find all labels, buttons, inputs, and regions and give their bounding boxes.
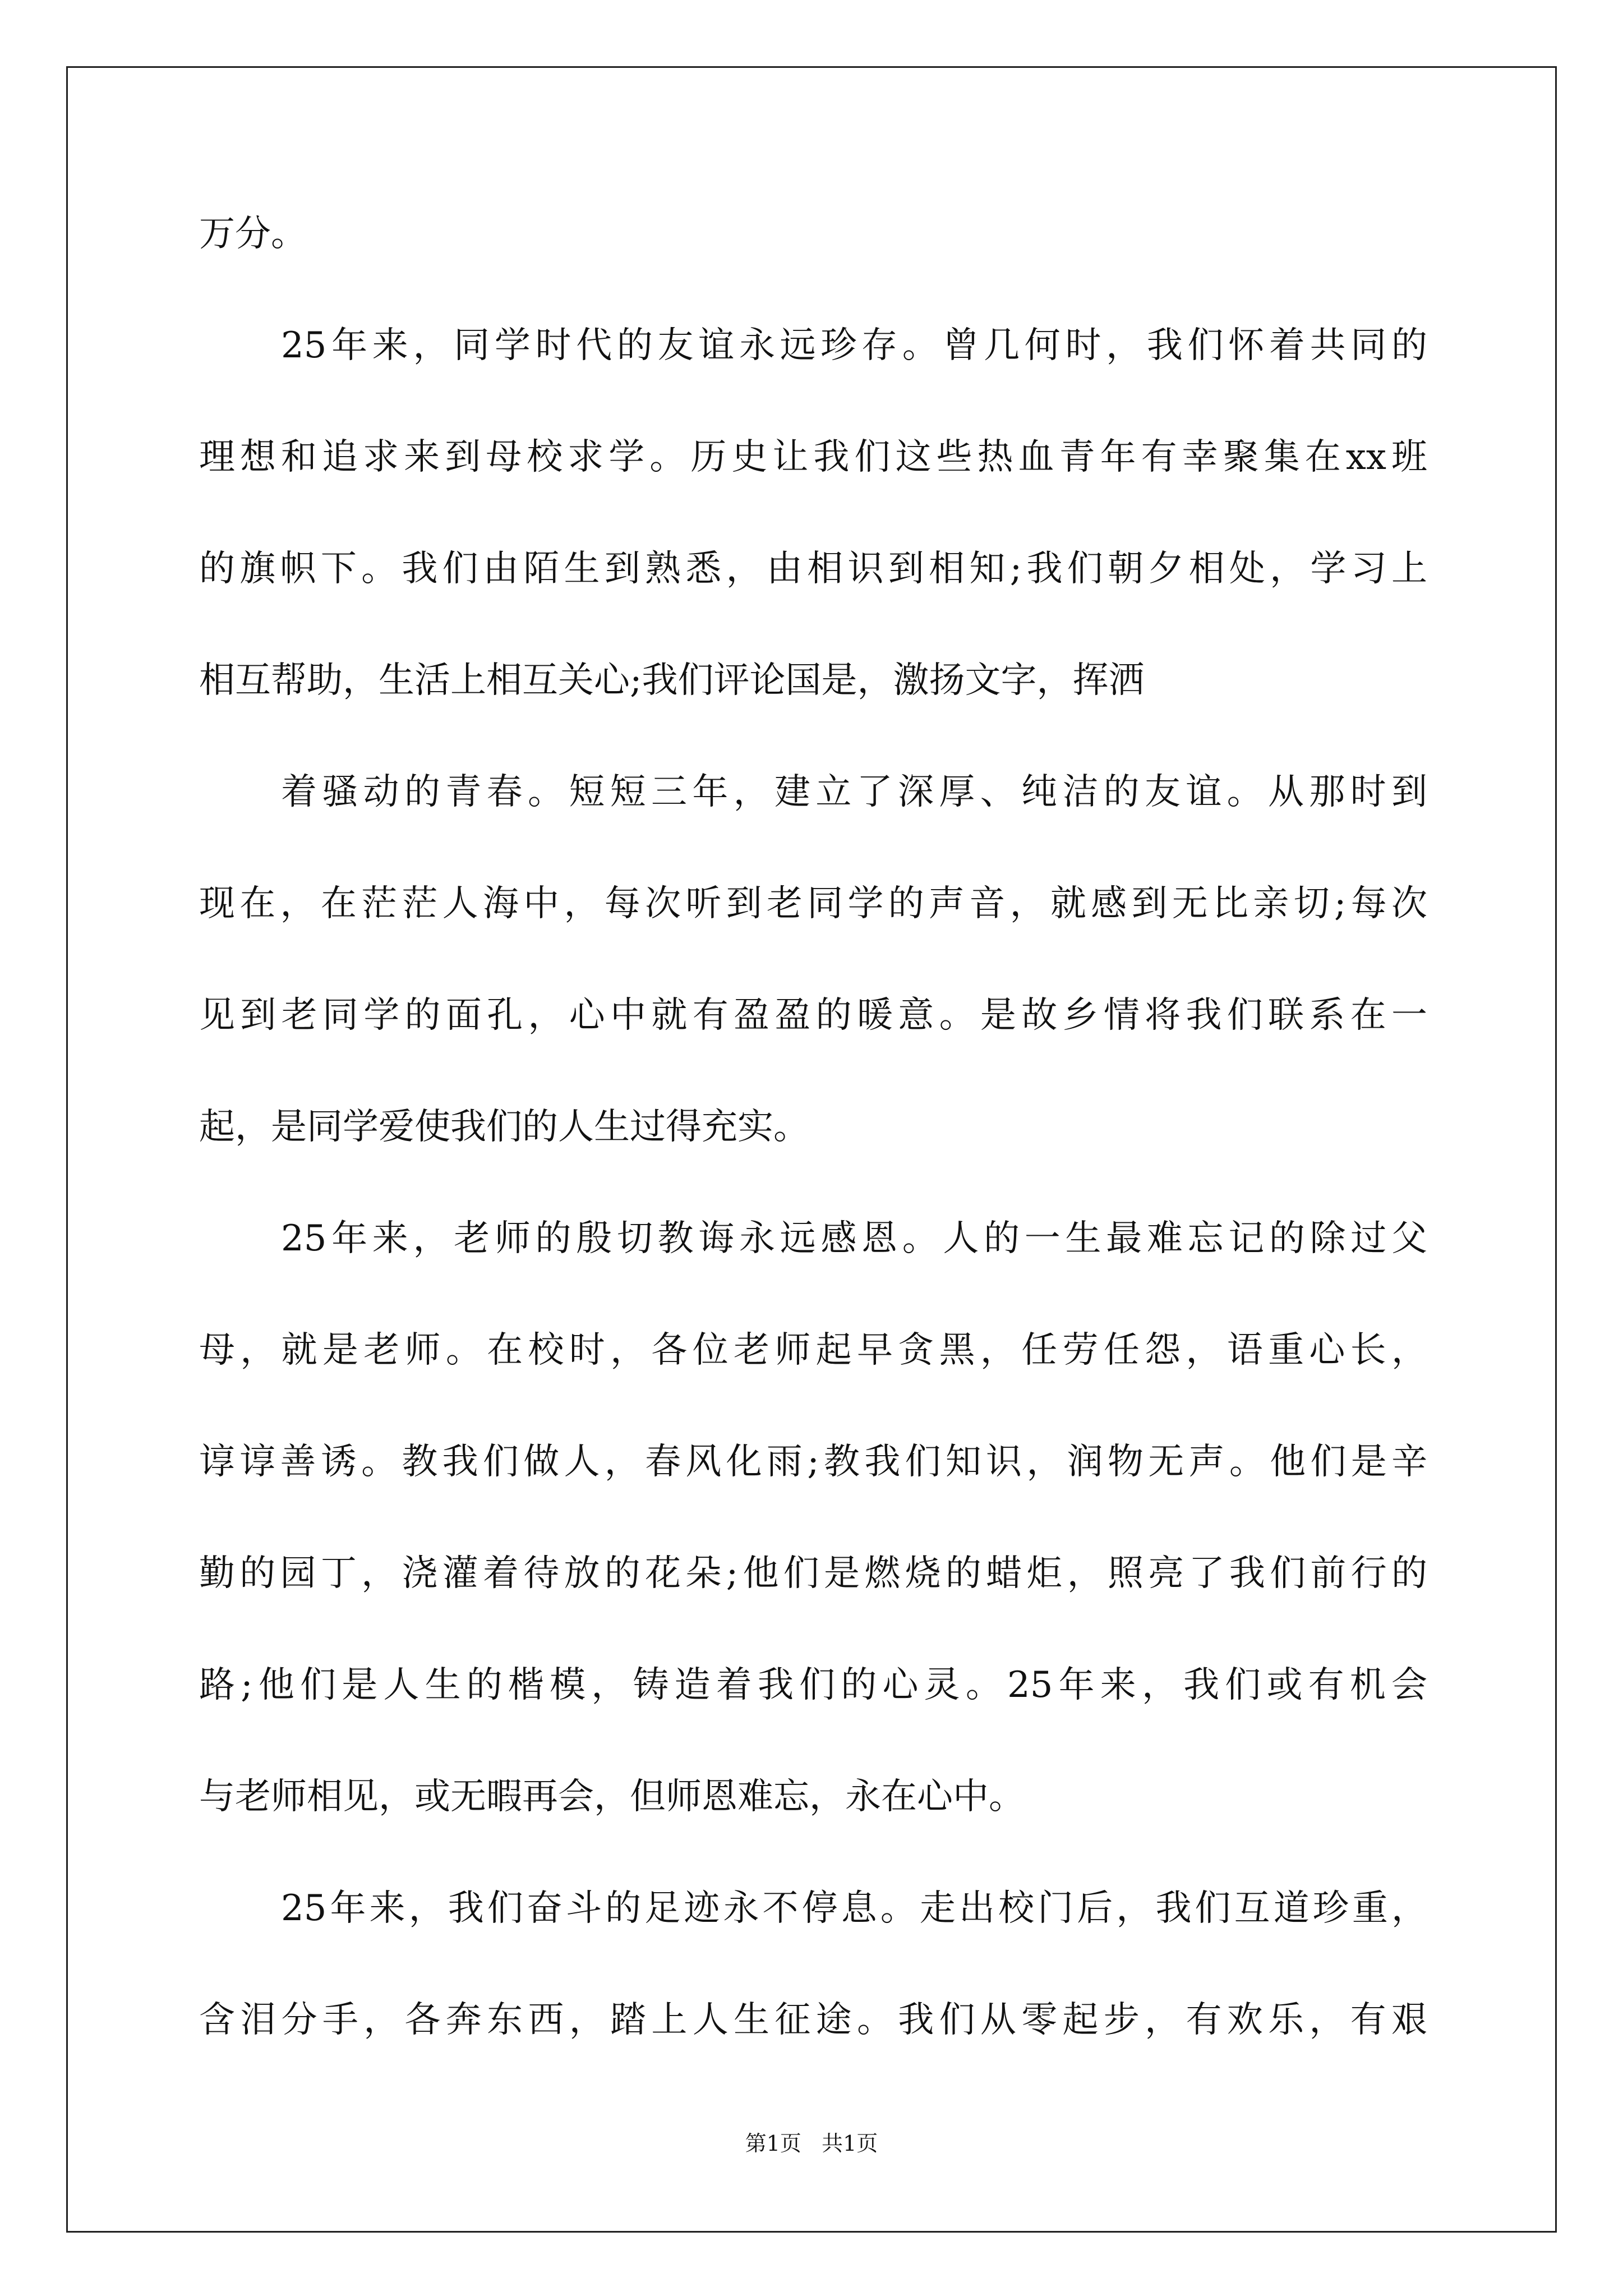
- text-line: 现在，在茫茫人海中，每次听到老同学的声音，就感到无比亲切;每次: [199, 883, 1427, 924]
- text-line: 勤的园丁，浇灌着待放的花朵;他们是燃烧的蜡炬，照亮了我们前行的: [199, 1553, 1427, 1594]
- text-line: 路;他们是人生的楷模，铸造着我们的心灵。25年来，我们或有机会: [199, 1664, 1427, 1706]
- text-line: 25年来，老师的殷切教诲永远感恩。人的一生最难忘记的除过父: [281, 1218, 1427, 1259]
- text-line: 含泪分手，各奔东西，踏上人生征途。我们从零起步，有欢乐，有艰: [199, 1999, 1427, 2041]
- text-line: 万分。: [199, 213, 307, 255]
- text-line: 母，就是老师。在校时，各位老师起早贪黑，任劳任怨，语重心长，: [199, 1329, 1427, 1371]
- text-line: 见到老同学的面孔，心中就有盈盈的暖意。是故乡情将我们联系在一: [199, 995, 1427, 1036]
- text-line: 理想和追求来到母校求学。历史让我们这些热血青年有幸聚集在xx班: [199, 436, 1427, 478]
- text-line: 25年来，同学时代的友谊永远珍存。曾几何时，我们怀着共同的: [281, 325, 1427, 366]
- document-body: [199, 213, 1427, 2114]
- page-footer: 第1页 共1页: [745, 2131, 878, 2156]
- text-line: 相互帮助，生活上相互关心;我们评论国是，激扬文字，挥洒: [199, 660, 1145, 701]
- text-line: 谆谆善诱。教我们做人，春风化雨;教我们知识，润物无声。他们是辛: [199, 1441, 1427, 1483]
- text-line: 与老师相见，或无暇再会，但师恩难忘，永在心中。: [199, 1776, 1025, 1818]
- text-line: 起，是同学爱使我们的人生过得充实。: [199, 1106, 809, 1148]
- text-line: 着骚动的青春。短短三年，建立了深厚、纯洁的友谊。从那时到: [281, 771, 1427, 813]
- text-line: 25年来，我们奋斗的足迹永不停息。走出校门后，我们互道珍重，: [281, 1888, 1427, 1929]
- text-line: 的旗帜下。我们由陌生到熟悉，由相识到相知;我们朝夕相处，学习上: [199, 548, 1427, 590]
